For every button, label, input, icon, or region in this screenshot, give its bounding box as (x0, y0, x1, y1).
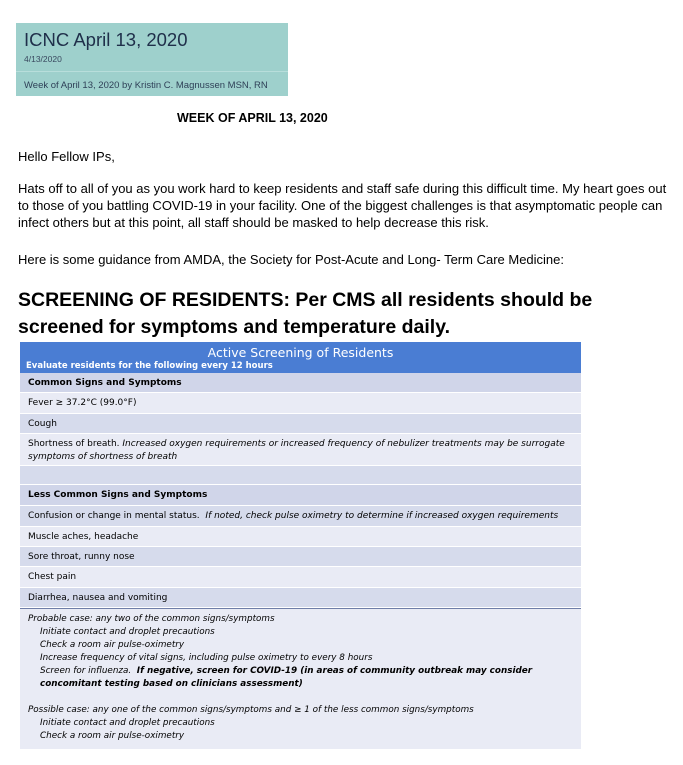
newsletter-banner (16, 23, 288, 96)
greeting: Hello Fellow IPs, (18, 149, 115, 164)
possible-line: Initiate contact and droplet precautions (40, 718, 215, 728)
probable-line: Increase frequency of vital signs, including pulse oximetry to every 8 hours (40, 653, 373, 663)
screening-table (20, 342, 581, 749)
table-header (20, 342, 581, 373)
banner-date: 4/13/2020 (24, 54, 62, 64)
table-row-empty (20, 466, 581, 485)
table-row (20, 506, 581, 527)
covid-screen-note: If negative, screen for COVID-19 (in areas of community outbreak may consider concomitant testing based on clinicians assessment) (40, 666, 533, 689)
confusion-label: Confusion or change in mental status. (28, 511, 200, 521)
confusion-note: If noted, check pulse oximetry to determine if increased oxygen requirements (205, 511, 559, 521)
table-subtitle: Evaluate residents for the following every 12 hours (26, 361, 273, 371)
table-row: Diarrhea, nausea and vomiting (20, 588, 581, 608)
table-row: Muscle aches, headache (20, 527, 581, 547)
table-row: Sore throat, runny nose (20, 547, 581, 567)
table-row: Cough (20, 414, 581, 434)
probable-heading: Probable case: any two of the common signs/symptoms (28, 614, 275, 624)
guidance-paragraph: Here is some guidance from AMDA, the Society for Post-Acute and Long- Term Care Medicine: (18, 252, 565, 267)
table-row: Chest pain (20, 567, 581, 588)
intro-paragraph: Hats off to all of you as you work hard to keep residents and staff safe during this difficult time. My heart goes out to those of you battling COVID-19 in your facility. One of the biggest challenges is that asymptomatic people can infect others but at this point, all staff should be masked to help decrease this risk. (18, 181, 667, 230)
banner-title: ICNC April 13, 2020 (24, 29, 188, 50)
case-definitions (20, 608, 581, 749)
probable-line: Check a room air pulse-oximetry (40, 640, 185, 650)
table-title: Active Screening of Residents (207, 345, 394, 360)
sob-note: Increased oxygen requirements or increased frequency of nebulizer treatments may be surrogate symptoms of shortness of breath (28, 439, 565, 462)
probable-line: Screen for influenza. If negative, screen for COVID-19 (in areas of community outbreak may consider concomitant testing based on clinicians assessment) (40, 666, 533, 689)
possible-heading: Possible case: any one of the common signs/symptoms and ≥ 1 of the less common signs/symptoms (28, 705, 474, 715)
banner-byline: Week of April 13, 2020 by Kristin C. Magnussen MSN, RN (24, 80, 268, 91)
probable-line: Initiate contact and droplet precautions (40, 627, 215, 637)
table-row (20, 434, 581, 466)
possible-line: Check a room air pulse-oximetry (40, 731, 185, 741)
common-signs-heading: Common Signs and Symptoms (20, 373, 581, 393)
banner-divider (16, 71, 288, 72)
table-row: Fever ≥ 37.2°C (99.0°F) (20, 393, 581, 414)
less-common-signs-heading: Less Common Signs and Symptoms (20, 485, 581, 506)
sob-label: Shortness of breath. (28, 439, 120, 449)
screening-headline: SCREENING OF RESIDENTS: Per CMS all residents should be screened for symptoms and temperature daily. (18, 289, 593, 338)
week-heading: WEEK OF APRIL 13, 2020 (177, 111, 328, 125)
